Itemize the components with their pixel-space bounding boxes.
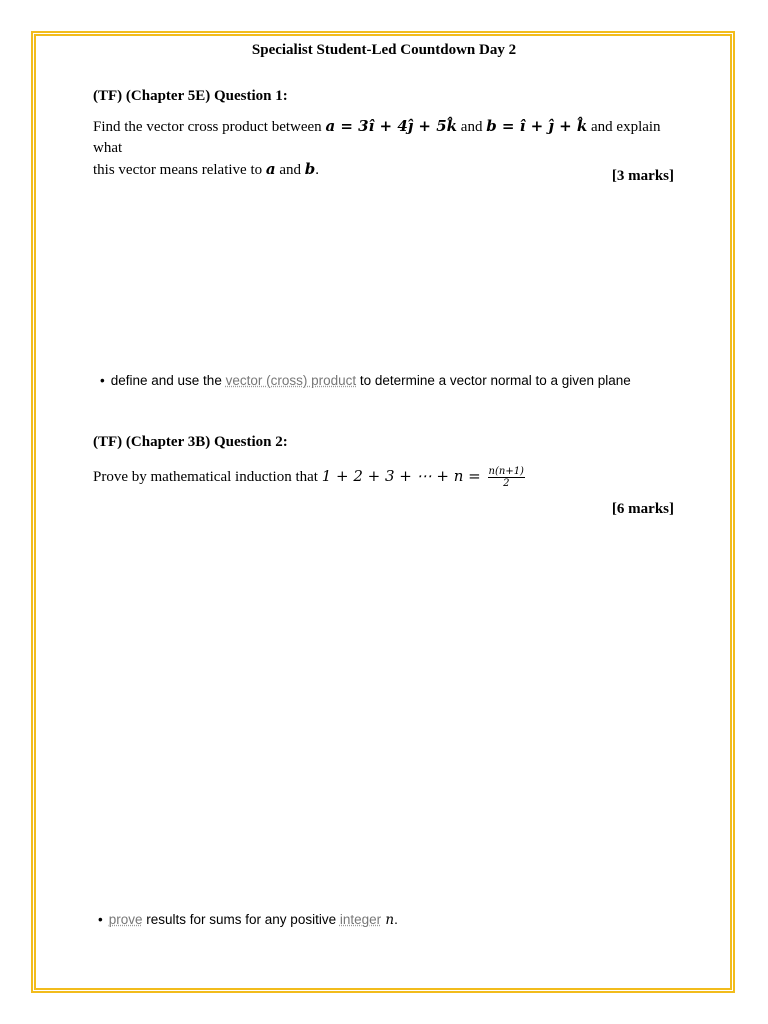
q1-bullet-text-pre: define and use the	[110, 373, 226, 388]
q2-fraction	[488, 466, 525, 489]
q1-text-a: Find the vector cross product between	[93, 119, 326, 135]
q2-curriculum-bullet	[98, 912, 398, 928]
q2-fraction-numerator: n(n+1)	[488, 466, 524, 478]
q2-bullet-text-mid: results for sums for any positive	[142, 912, 340, 927]
integer-link[interactable]: integer	[339, 912, 382, 927]
question-1-marks: [3 marks]	[611, 168, 674, 184]
q2-text-a: Prove by mathematical induction that	[93, 469, 322, 485]
q1-vector-b: b = î + ĵ + k̂	[486, 117, 588, 135]
question-1-heading: (TF) (Chapter 5E) Question 1:	[93, 88, 288, 104]
q1-curriculum-bullet	[100, 373, 631, 388]
question-2-heading: (TF) (Chapter 3B) Question 2:	[93, 434, 288, 450]
q1-bullet-text-post: to determine a vector normal to a given plane	[356, 373, 631, 388]
q1-sym-b: b	[304, 160, 316, 178]
bullet-dot-icon: •	[98, 912, 103, 927]
q1-line2-c: .	[315, 162, 320, 178]
q1-sym-a: a	[265, 160, 276, 178]
bullet-dot-icon: •	[100, 373, 105, 388]
q1-text-b: and	[457, 119, 487, 135]
q2-sum-expression: 1 + 2 + 3 + ⋯ + n =	[321, 467, 486, 485]
question-2-marks: [6 marks]	[611, 501, 674, 517]
q1-line2-a: this vector means relative to	[93, 162, 266, 178]
q1-text-c: and explain what	[93, 119, 661, 156]
page-title: Specialist Student-Led Countdown Day 2	[251, 42, 517, 58]
vector-cross-product-link[interactable]: vector (cross) product	[225, 373, 357, 388]
q1-vector-a: a = 3î + 4ĵ + 5k̂	[325, 117, 458, 135]
q2-bullet-symbol: n	[381, 912, 395, 928]
q2-fraction-denominator: 2	[503, 478, 510, 490]
question-1-text	[93, 116, 693, 181]
q2-bullet-end: .	[394, 912, 398, 927]
question-2-text	[93, 466, 693, 489]
q1-line2-b: and	[275, 162, 305, 178]
prove-link[interactable]: prove	[108, 912, 143, 927]
